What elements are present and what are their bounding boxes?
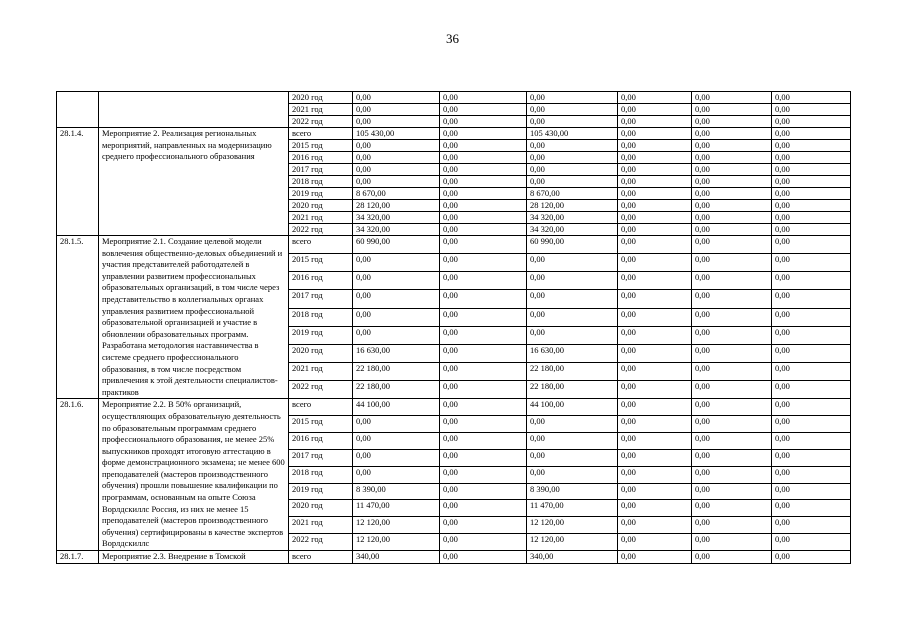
amount-cell: 0,00 [527,116,618,128]
amount-cell: 0,00 [353,326,440,344]
table-row [57,92,851,104]
amount-cell: 0,00 [692,200,772,212]
period-cell: всего [289,128,353,140]
item-title: Мероприятие 2.2. В 50% организаций, осуществляющих образовательную деятельность по образовательным программам среднего профессионального образования, не менее 25% выпускников проходят итоговую аттестацию в форме демонстрационного экзамена; не менее 600 преподавателей (мастеров производственного обучения) прошли повышение квалификации по программам, основанным на опыте Союза Ворлдскиллс Россия, из них не менее 15 преподавателей (мастеров производственного обучения) сертифицированы в качестве экспертов Ворлдскиллс [99,399,289,551]
amount-cell: 340,00 [527,551,618,564]
amount-cell: 0,00 [440,272,527,290]
amount-cell: 22 180,00 [353,362,440,380]
amount-cell: 0,00 [618,362,692,380]
amount-cell: 0,00 [772,362,851,380]
item-title [99,92,289,128]
amount-cell: 0,00 [692,362,772,380]
amount-cell: 0,00 [618,381,692,399]
amount-cell: 60 990,00 [353,236,440,254]
amount-cell: 0,00 [692,466,772,483]
period-cell: 2021 год [289,517,353,534]
amount-cell: 0,00 [692,500,772,517]
amount-cell: 0,00 [440,466,527,483]
amount-cell: 0,00 [527,449,618,466]
amount-cell: 0,00 [440,254,527,272]
amount-cell: 0,00 [440,224,527,236]
period-cell: 2018 год [289,176,353,188]
amount-cell: 0,00 [692,326,772,344]
amount-cell: 0,00 [692,236,772,254]
period-cell: 2022 год [289,224,353,236]
amount-cell: 0,00 [692,272,772,290]
amount-cell: 0,00 [772,224,851,236]
table-row [57,399,851,416]
period-cell: 2020 год [289,92,353,104]
amount-cell: 0,00 [440,128,527,140]
amount-cell: 0,00 [772,551,851,564]
period-cell: 2019 год [289,326,353,344]
amount-cell: 0,00 [692,224,772,236]
budget-table [56,91,851,564]
amount-cell: 0,00 [618,326,692,344]
amount-cell: 0,00 [353,416,440,433]
amount-cell: 0,00 [692,254,772,272]
amount-cell: 0,00 [618,188,692,200]
amount-cell: 0,00 [527,164,618,176]
item-code: 28.1.4. [57,128,99,236]
amount-cell: 0,00 [618,344,692,362]
period-cell: 2020 год [289,500,353,517]
period-cell: 2017 год [289,290,353,308]
amount-cell: 0,00 [772,164,851,176]
amount-cell: 0,00 [440,416,527,433]
amount-cell: 0,00 [772,212,851,224]
period-cell: 2018 год [289,466,353,483]
period-cell: 2019 год [289,188,353,200]
amount-cell: 0,00 [618,224,692,236]
amount-cell: 0,00 [618,254,692,272]
amount-cell: 0,00 [353,104,440,116]
amount-cell: 0,00 [618,104,692,116]
amount-cell: 0,00 [618,551,692,564]
amount-cell: 0,00 [440,236,527,254]
amount-cell: 0,00 [353,449,440,466]
amount-cell: 22 180,00 [527,381,618,399]
period-cell: 2021 год [289,104,353,116]
amount-cell: 0,00 [440,534,527,551]
amount-cell: 0,00 [440,116,527,128]
amount-cell: 0,00 [692,176,772,188]
amount-cell: 0,00 [440,188,527,200]
amount-cell: 0,00 [772,416,851,433]
amount-cell: 0,00 [527,272,618,290]
amount-cell: 0,00 [440,517,527,534]
amount-cell: 105 430,00 [353,128,440,140]
amount-cell: 0,00 [772,433,851,450]
amount-cell: 0,00 [772,500,851,517]
amount-cell: 0,00 [772,449,851,466]
period-cell: 2021 год [289,362,353,380]
amount-cell: 0,00 [772,290,851,308]
amount-cell: 0,00 [692,188,772,200]
amount-cell: 0,00 [440,140,527,152]
amount-cell: 34 320,00 [527,224,618,236]
table-row [57,551,851,564]
amount-cell: 0,00 [353,433,440,450]
amount-cell: 12 120,00 [527,517,618,534]
period-cell: 2015 год [289,416,353,433]
amount-cell: 0,00 [772,104,851,116]
amount-cell: 0,00 [772,152,851,164]
amount-cell: 8 390,00 [353,483,440,500]
amount-cell: 44 100,00 [353,399,440,416]
amount-cell: 0,00 [440,104,527,116]
item-title: Мероприятие 2.1. Создание целевой модели вовлечения общественно-деловых объединений и участия представителей работодателей в управлении развитием профессиональных образовательных организаций, в том числе через представительство в коллегиальных органах управления развитием профессиональной образовательной организацией и участие в обновлении образовательных программ. Разработана методология наставничества в системе среднего профессионального образования, в том числе посредством привлечения к этой деятельности специалистов-практиков [99,236,289,399]
amount-cell: 0,00 [772,483,851,500]
amount-cell: 16 630,00 [353,344,440,362]
amount-cell: 0,00 [440,500,527,517]
amount-cell: 8 670,00 [353,188,440,200]
amount-cell: 0,00 [440,290,527,308]
amount-cell: 0,00 [618,466,692,483]
amount-cell: 0,00 [692,483,772,500]
amount-cell: 0,00 [440,381,527,399]
table-row [57,128,851,140]
amount-cell: 0,00 [353,176,440,188]
period-cell: 2015 год [289,254,353,272]
amount-cell: 12 120,00 [527,534,618,551]
amount-cell: 0,00 [772,140,851,152]
amount-cell: 0,00 [618,128,692,140]
amount-cell: 0,00 [772,381,851,399]
amount-cell: 0,00 [353,272,440,290]
amount-cell: 22 180,00 [527,362,618,380]
amount-cell: 0,00 [527,152,618,164]
amount-cell: 0,00 [692,140,772,152]
period-cell: 2021 год [289,212,353,224]
amount-cell: 0,00 [692,449,772,466]
amount-cell: 0,00 [353,254,440,272]
amount-cell: 0,00 [440,362,527,380]
amount-cell: 28 120,00 [353,200,440,212]
period-cell: 2020 год [289,344,353,362]
period-cell: 2016 год [289,272,353,290]
amount-cell: 0,00 [618,152,692,164]
amount-cell: 0,00 [440,449,527,466]
amount-cell: 0,00 [692,104,772,116]
table-row [57,236,851,254]
amount-cell: 0,00 [353,308,440,326]
item-code [57,92,99,128]
amount-cell: 60 990,00 [527,236,618,254]
amount-cell: 0,00 [440,164,527,176]
amount-cell: 34 320,00 [353,212,440,224]
amount-cell: 0,00 [692,551,772,564]
amount-cell: 11 470,00 [527,500,618,517]
amount-cell: 0,00 [772,128,851,140]
amount-cell: 0,00 [527,176,618,188]
amount-cell: 0,00 [692,517,772,534]
amount-cell: 0,00 [772,236,851,254]
amount-cell: 0,00 [527,433,618,450]
period-cell: 2016 год [289,152,353,164]
amount-cell: 0,00 [527,290,618,308]
amount-cell: 0,00 [692,381,772,399]
amount-cell: 0,00 [618,272,692,290]
amount-cell: 0,00 [440,92,527,104]
period-cell: всего [289,399,353,416]
amount-cell: 0,00 [527,254,618,272]
amount-cell: 11 470,00 [353,500,440,517]
amount-cell: 0,00 [772,517,851,534]
amount-cell: 0,00 [527,308,618,326]
amount-cell: 16 630,00 [527,344,618,362]
amount-cell: 0,00 [772,272,851,290]
period-cell: 2022 год [289,116,353,128]
amount-cell: 0,00 [440,399,527,416]
amount-cell: 0,00 [692,212,772,224]
amount-cell: 0,00 [353,290,440,308]
amount-cell: 12 120,00 [353,517,440,534]
amount-cell: 0,00 [440,308,527,326]
amount-cell: 105 430,00 [527,128,618,140]
amount-cell: 0,00 [353,140,440,152]
amount-cell: 0,00 [772,466,851,483]
amount-cell: 0,00 [772,188,851,200]
amount-cell: 0,00 [692,308,772,326]
amount-cell: 0,00 [772,534,851,551]
item-title: Мероприятие 2.3. Внедрение в Томской [99,551,289,564]
amount-cell: 0,00 [353,164,440,176]
amount-cell: 0,00 [527,92,618,104]
amount-cell: 0,00 [618,236,692,254]
period-cell: всего [289,236,353,254]
amount-cell: 12 120,00 [353,534,440,551]
amount-cell: 0,00 [618,308,692,326]
item-title: Мероприятие 2. Реализация региональных мероприятий, направленных на модернизацию среднего профессионального образования [99,128,289,236]
amount-cell: 0,00 [618,500,692,517]
amount-cell: 0,00 [440,176,527,188]
amount-cell: 0,00 [772,399,851,416]
amount-cell: 34 320,00 [527,212,618,224]
amount-cell: 0,00 [618,483,692,500]
period-cell: 2015 год [289,140,353,152]
amount-cell: 0,00 [618,164,692,176]
period-cell: 2022 год [289,534,353,551]
amount-cell: 0,00 [772,254,851,272]
period-cell: 2018 год [289,308,353,326]
period-cell: 2016 год [289,433,353,450]
amount-cell: 0,00 [772,326,851,344]
amount-cell: 0,00 [618,200,692,212]
amount-cell: 0,00 [527,466,618,483]
period-cell: 2019 год [289,483,353,500]
amount-cell: 0,00 [440,326,527,344]
amount-cell: 0,00 [772,200,851,212]
amount-cell: 0,00 [618,449,692,466]
amount-cell: 34 320,00 [353,224,440,236]
amount-cell: 0,00 [692,152,772,164]
amount-cell: 0,00 [527,326,618,344]
amount-cell: 0,00 [618,212,692,224]
amount-cell: 0,00 [692,534,772,551]
amount-cell: 0,00 [692,92,772,104]
amount-cell: 0,00 [692,344,772,362]
amount-cell: 0,00 [692,416,772,433]
period-cell: 2017 год [289,449,353,466]
amount-cell: 44 100,00 [527,399,618,416]
amount-cell: 0,00 [772,92,851,104]
amount-cell: 22 180,00 [353,381,440,399]
amount-cell: 0,00 [353,116,440,128]
amount-cell: 0,00 [618,416,692,433]
page-number: 36 [446,31,459,46]
amount-cell: 8 670,00 [527,188,618,200]
amount-cell: 0,00 [618,433,692,450]
amount-cell: 0,00 [618,290,692,308]
amount-cell: 0,00 [618,176,692,188]
amount-cell: 28 120,00 [527,200,618,212]
amount-cell: 0,00 [692,164,772,176]
amount-cell: 0,00 [353,92,440,104]
amount-cell: 340,00 [353,551,440,564]
amount-cell: 0,00 [772,176,851,188]
item-code: 28.1.6. [57,399,99,551]
period-cell: 2020 год [289,200,353,212]
amount-cell: 8 390,00 [527,483,618,500]
amount-cell: 0,00 [618,116,692,128]
amount-cell: 0,00 [772,308,851,326]
period-cell: 2022 год [289,381,353,399]
amount-cell: 0,00 [772,344,851,362]
amount-cell: 0,00 [440,551,527,564]
amount-cell: 0,00 [618,140,692,152]
item-code: 28.1.7. [57,551,99,564]
amount-cell: 0,00 [618,534,692,551]
amount-cell: 0,00 [440,212,527,224]
amount-cell: 0,00 [692,433,772,450]
amount-cell: 0,00 [618,399,692,416]
amount-cell: 0,00 [692,128,772,140]
amount-cell: 0,00 [440,433,527,450]
amount-cell: 0,00 [440,344,527,362]
period-cell: всего [289,551,353,564]
amount-cell: 0,00 [353,466,440,483]
amount-cell: 0,00 [618,517,692,534]
amount-cell: 0,00 [527,140,618,152]
period-cell: 2017 год [289,164,353,176]
amount-cell: 0,00 [692,290,772,308]
amount-cell: 0,00 [440,152,527,164]
amount-cell: 0,00 [772,116,851,128]
item-code: 28.1.5. [57,236,99,399]
amount-cell: 0,00 [353,152,440,164]
amount-cell: 0,00 [692,116,772,128]
amount-cell: 0,00 [440,483,527,500]
amount-cell: 0,00 [527,104,618,116]
amount-cell: 0,00 [692,399,772,416]
amount-cell: 0,00 [440,200,527,212]
amount-cell: 0,00 [527,416,618,433]
amount-cell: 0,00 [618,92,692,104]
